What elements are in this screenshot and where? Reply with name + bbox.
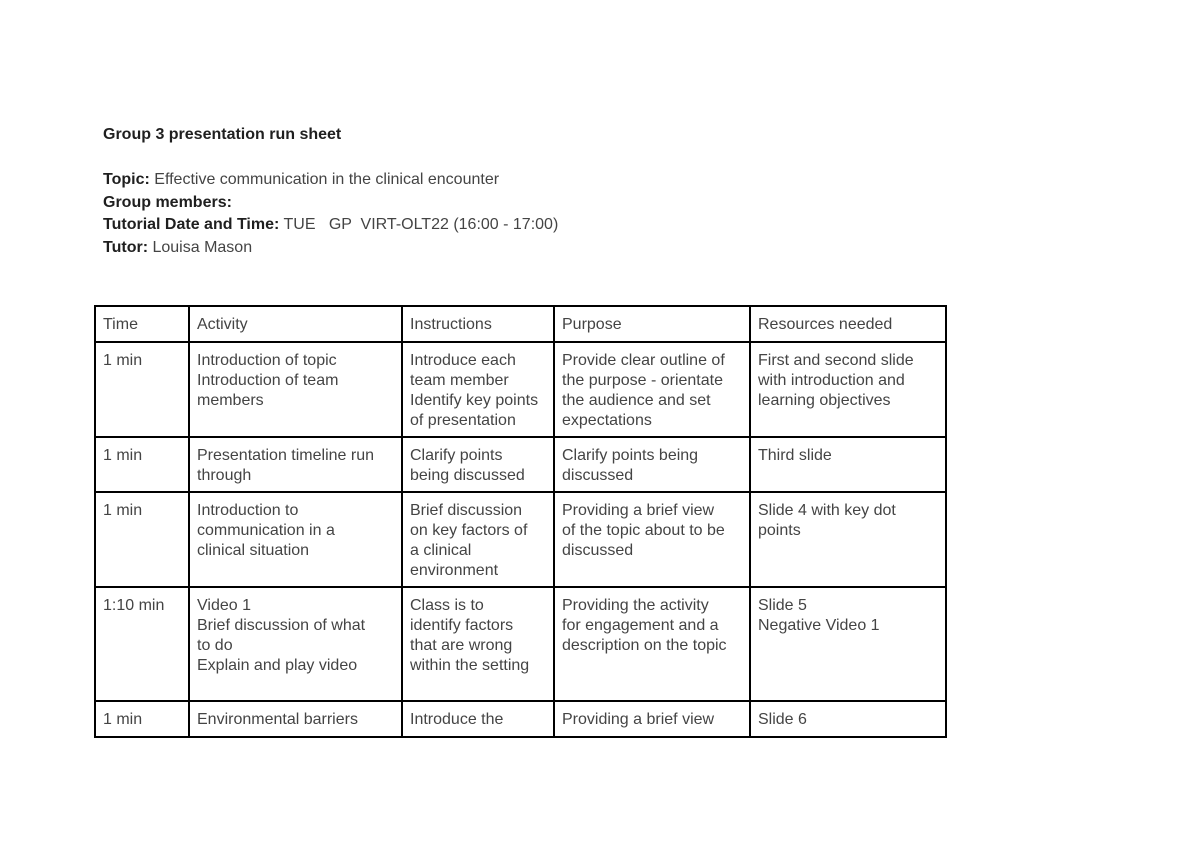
- cell-line: with introduction and: [758, 372, 905, 389]
- cell-time: [95, 492, 189, 587]
- cell-line: Providing a brief view: [562, 502, 715, 519]
- cell-resources: [750, 492, 946, 587]
- cell-line: of presentation: [410, 412, 516, 429]
- cell-resources: [750, 701, 946, 737]
- header-time: Time: [95, 306, 189, 342]
- cell-line: Negative Video 1: [758, 617, 880, 634]
- cell-time: [95, 342, 189, 437]
- cell-line: Introduction of topic: [197, 352, 337, 369]
- tutor-value: Louisa Mason: [152, 238, 253, 256]
- cell-line: members: [197, 392, 264, 409]
- table-header-row: [95, 306, 946, 342]
- cell-line: First and second slide: [758, 352, 914, 369]
- cell-line: Explain and play video: [197, 657, 358, 674]
- cell-line: the purpose - orientate: [562, 372, 723, 389]
- cell-line: 1 min: [103, 711, 143, 728]
- cell-line: points: [758, 522, 801, 539]
- cell-line: discussed: [562, 467, 634, 484]
- cell-line: Clarify points being: [562, 447, 699, 464]
- cell-line: Identify key points: [410, 392, 539, 409]
- cell-line: that are wrong: [410, 637, 513, 654]
- cell-purpose: [554, 701, 750, 737]
- cell-line: Environmental barriers: [197, 711, 358, 728]
- cell-resources: [750, 342, 946, 437]
- cell-purpose: [554, 342, 750, 437]
- cell-instructions: [402, 701, 554, 737]
- cell-line: 1 min: [103, 502, 143, 519]
- cell-activity: [189, 587, 402, 701]
- cell-instructions: [402, 492, 554, 587]
- cell-purpose: [554, 587, 750, 701]
- table-row: [95, 492, 946, 587]
- cell-resources: [750, 437, 946, 492]
- cell-resources: [750, 587, 946, 701]
- topic-value: Effective communication in the clinical encounter: [154, 171, 500, 188]
- cell-activity: [189, 437, 402, 492]
- cell-line: being discussed: [410, 467, 525, 484]
- table-row: [95, 437, 946, 492]
- cell-line: Class is to: [410, 597, 484, 614]
- cell-activity: [189, 492, 402, 587]
- group-members-line: [103, 192, 558, 215]
- cell-line: of the topic about to be: [562, 522, 725, 539]
- cell-line: Providing the activity: [562, 597, 709, 614]
- document-title: Group 3 presentation run sheet: [103, 126, 342, 143]
- cell-line: within the setting: [410, 657, 530, 674]
- cell-activity: [189, 701, 402, 737]
- cell-purpose: [554, 437, 750, 492]
- cell-line: Slide 5: [758, 597, 807, 614]
- cell-line: for engagement and a: [562, 617, 719, 634]
- cell-line: expectations: [562, 412, 652, 429]
- cell-time: [95, 437, 189, 492]
- cell-line: learning objectives: [758, 392, 891, 409]
- tutor-label: Tutor:: [103, 238, 149, 256]
- cell-line: Presentation timeline run: [197, 447, 374, 464]
- cell-line: Brief discussion: [410, 502, 523, 519]
- cell-line: clinical situation: [197, 542, 310, 559]
- tutorial-line: [103, 214, 558, 237]
- header-purpose: Purpose: [554, 306, 750, 342]
- cell-line: Introduce the: [410, 711, 504, 728]
- group-members-label: Group members:: [103, 193, 232, 211]
- cell-instructions: [402, 437, 554, 492]
- cell-line: description on the topic: [562, 637, 727, 654]
- cell-time: [95, 701, 189, 737]
- cell-line: communication in a: [197, 522, 335, 539]
- tutorial-label: Tutorial Date and Time:: [103, 216, 280, 233]
- header-resources: Resources needed: [750, 306, 946, 342]
- cell-line: through: [197, 467, 252, 484]
- table-row: [95, 342, 946, 437]
- cell-line: Brief discussion of what: [197, 617, 366, 634]
- header-instructions: Instructions: [402, 306, 554, 342]
- table-row: [95, 587, 946, 701]
- cell-line: on key factors of: [410, 522, 528, 539]
- cell-line: Video 1: [197, 597, 251, 614]
- topic-label: Topic:: [103, 171, 150, 188]
- run-sheet-table: [94, 305, 947, 738]
- cell-line: 1:10 min: [103, 597, 165, 614]
- cell-line: discussed: [562, 542, 634, 559]
- table-row: [95, 701, 946, 737]
- cell-activity: [189, 342, 402, 437]
- cell-line: Clarify points: [410, 447, 503, 464]
- cell-purpose: [554, 492, 750, 587]
- cell-line: Slide 6: [758, 711, 807, 728]
- cell-instructions: [402, 587, 554, 701]
- cell-line: the audience and set: [562, 392, 711, 409]
- cell-time: [95, 587, 189, 701]
- cell-line: to do: [197, 637, 233, 654]
- cell-line: Third slide: [758, 447, 832, 464]
- header-activity: Activity: [189, 306, 402, 342]
- cell-line: Slide 4 with key dot: [758, 502, 896, 519]
- cell-line: identify factors: [410, 617, 514, 634]
- cell-line: Provide clear outline of: [562, 352, 725, 369]
- cell-line: Introduction of team: [197, 372, 339, 389]
- cell-instructions: [402, 342, 554, 437]
- tutor-line: [103, 237, 558, 260]
- tutorial-value: TUE GP VIRT-OLT22 (16:00 - 17:00): [283, 216, 559, 233]
- topic-line: [103, 169, 558, 192]
- cell-line: a clinical: [410, 542, 472, 559]
- cell-line: 1 min: [103, 447, 143, 464]
- cell-line: environment: [410, 562, 499, 579]
- cell-line: Providing a brief view: [562, 711, 715, 728]
- cell-line: Introduce each: [410, 352, 516, 369]
- document-header: [103, 124, 558, 259]
- cell-line: team member: [410, 372, 509, 389]
- cell-line: Introduction to: [197, 502, 299, 519]
- cell-line: 1 min: [103, 352, 143, 369]
